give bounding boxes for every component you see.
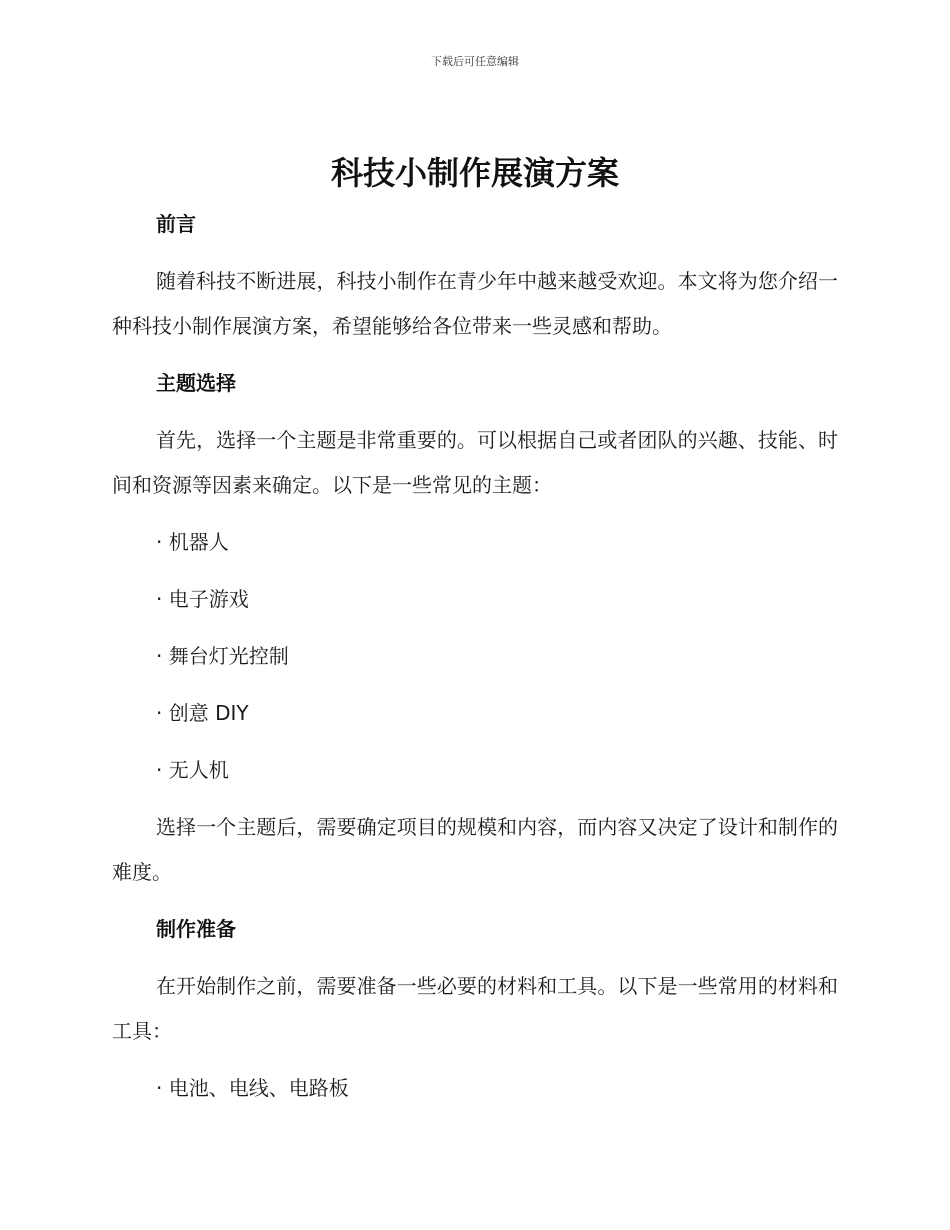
page-header-note: 下载后可任意编辑 [431, 55, 519, 68]
document-body [112, 150, 838, 1111]
theme-intro-paragraph: 首先，选择一个主题是非常重要的。可以根据自己或者团队的兴趣、技能、时间和资源等因素来确定。以下是一些常见的主题： [112, 428, 838, 497]
section-heading-preparation: 制作准备 [156, 917, 236, 941]
section-heading-theme: 主题选择 [156, 371, 236, 395]
list-item: · 机器人 [156, 530, 229, 554]
list-item: · 创意 DIY [156, 701, 249, 725]
preface-paragraph: 随着科技不断进展，科技小制作在青少年中越来越受欢迎。本文将为您介绍一种科技小制作展演方案，希望能够给各位带来一些灵感和帮助。 [112, 269, 838, 338]
list-item: · 电子游戏 [156, 587, 249, 611]
list-item: · 电池、电线、电路板 [156, 1076, 349, 1100]
document-title: 科技小制作展演方案 [330, 154, 619, 192]
theme-outro-paragraph: 选择一个主题后，需要确定项目的规模和内容，而内容又决定了设计和制作的难度。 [112, 815, 838, 884]
preparation-intro-paragraph: 在开始制作之前，需要准备一些必要的材料和工具。以下是一些常用的材料和工具： [112, 974, 838, 1043]
section-heading-preface: 前言 [156, 212, 196, 236]
list-item: · 舞台灯光控制 [156, 644, 289, 668]
list-item: · 无人机 [156, 758, 229, 782]
